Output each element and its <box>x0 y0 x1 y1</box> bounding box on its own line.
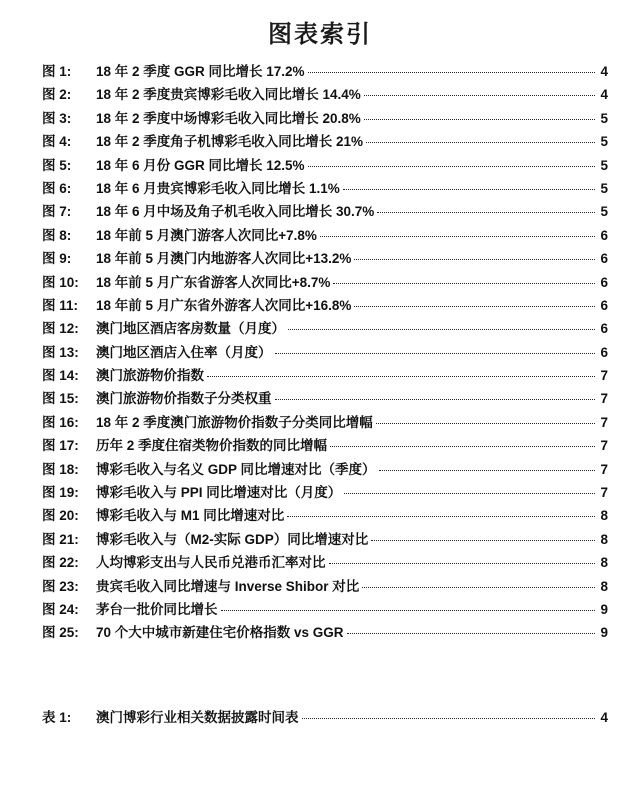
toc-entry-title[interactable]: 18 年 2 季度 GGR 同比增长 17.2% <box>96 64 305 79</box>
toc-entry[interactable] <box>42 224 608 247</box>
dot-leader <box>288 329 595 330</box>
toc-entry[interactable] <box>42 83 608 106</box>
toc-entry-page-number[interactable]: 5 <box>600 157 608 173</box>
toc-entry[interactable] <box>42 504 608 527</box>
toc-entry-page-number[interactable]: 6 <box>600 274 608 290</box>
toc-entry-title[interactable]: 博彩毛收入与 PPI 同比增速对比（月度） <box>96 485 342 501</box>
toc-entry[interactable] <box>42 60 608 83</box>
toc-entry-title[interactable]: 茅台一批价同比增长 <box>96 601 218 617</box>
dot-leader <box>366 142 595 143</box>
toc-entry-page-number[interactable]: 6 <box>600 251 608 267</box>
dot-leader <box>377 212 595 213</box>
toc-entry-page-number[interactable]: 5 <box>600 180 608 196</box>
dot-leader <box>207 376 595 377</box>
toc-entry[interactable] <box>42 528 608 551</box>
toc-entry-page-number[interactable]: 8 <box>600 555 608 571</box>
toc-entry-label: 图 22: <box>42 555 79 571</box>
toc-entry[interactable] <box>42 481 608 504</box>
figure-index <box>42 60 608 645</box>
toc-entry-label: 图 20: <box>42 508 79 524</box>
dot-leader <box>354 306 595 307</box>
toc-entry-title[interactable]: 70 个大中城市新建住宅价格指数 vs GGR <box>96 625 344 641</box>
toc-entry[interactable] <box>42 364 608 387</box>
toc-entry-label: 图 18: <box>42 461 79 477</box>
toc-entry-page-number[interactable]: 7 <box>600 461 608 477</box>
toc-entry-page-number[interactable]: 8 <box>600 508 608 524</box>
toc-entry[interactable] <box>42 271 608 294</box>
toc-entry[interactable] <box>42 177 608 200</box>
dot-leader <box>329 563 596 564</box>
toc-entry-title[interactable]: 18 年 2 季度贵宾博彩毛收入同比增长 14.4% <box>96 87 361 103</box>
dot-leader <box>379 470 595 471</box>
toc-entry[interactable] <box>42 706 608 729</box>
dot-leader <box>362 587 595 588</box>
toc-entry[interactable] <box>42 107 608 130</box>
toc-entry-page-number[interactable]: 7 <box>600 368 608 384</box>
dot-leader <box>347 633 595 634</box>
toc-entry-label: 图 11: <box>42 297 79 313</box>
toc-entry-label: 图 14: <box>42 368 79 384</box>
dot-leader <box>364 119 595 120</box>
toc-entry[interactable] <box>42 154 608 177</box>
toc-entry-page-number[interactable]: 7 <box>600 485 608 501</box>
toc-entry-title[interactable]: 澳门地区酒店入住率（月度） <box>96 344 272 360</box>
toc-entry[interactable] <box>42 294 608 317</box>
toc-entry[interactable] <box>42 387 608 410</box>
dot-leader <box>320 236 595 237</box>
dot-leader <box>302 718 596 719</box>
dot-leader <box>354 259 595 260</box>
toc-entry[interactable] <box>42 341 608 364</box>
dot-leader <box>344 493 595 494</box>
toc-entry-page-number[interactable]: 6 <box>600 344 608 360</box>
toc-entry-page-number[interactable]: 4 <box>600 710 608 725</box>
toc-entry-title[interactable]: 18 年前 5 月澳门游客人次同比+7.8% <box>96 227 317 243</box>
toc-entry-title[interactable]: 18 年前 5 月澳门内地游客人次同比+13.2% <box>96 251 352 267</box>
toc-entry-title[interactable]: 18 年 6 月中场及角子机毛收入同比增长 30.7% <box>96 204 375 220</box>
toc-entry-label: 图 13: <box>42 344 79 360</box>
toc-entry-label: 图 4: <box>42 134 72 150</box>
toc-entry-label: 图 8: <box>42 227 72 243</box>
toc-entry-page-number[interactable]: 7 <box>600 438 608 454</box>
dot-leader <box>343 189 595 190</box>
toc-entry-page-number[interactable]: 8 <box>600 578 608 594</box>
toc-entry-label: 图 23: <box>42 578 79 594</box>
toc-entry-label: 图 12: <box>42 321 79 337</box>
toc-entry-title[interactable]: 博彩毛收入与（M2-实际 GDP）同比增速对比 <box>96 531 369 547</box>
toc-entry[interactable] <box>42 130 608 153</box>
toc-entry-page-number[interactable]: 6 <box>600 227 608 243</box>
toc-entry-label: 图 10: <box>42 274 79 290</box>
toc-entry-label: 图 19: <box>42 485 79 501</box>
toc-entry-page-number[interactable]: 5 <box>600 204 608 220</box>
toc-entry[interactable] <box>42 551 608 574</box>
dot-leader <box>364 95 595 96</box>
toc-entry-title[interactable]: 贵宾毛收入同比增速与 Inverse Shibor 对比 <box>96 578 360 594</box>
toc-entry-label: 图 21: <box>42 531 79 547</box>
dot-leader <box>275 399 596 400</box>
toc-entry-label: 表 1: <box>42 710 72 725</box>
toc-entry-title[interactable]: 18 年前 5 月广东省游客人次同比+8.7% <box>96 274 331 290</box>
page-title: 图表索引 <box>268 19 372 48</box>
dot-leader <box>333 283 595 284</box>
toc-entry-label: 图 16: <box>42 414 79 430</box>
toc-entry[interactable] <box>42 598 608 621</box>
toc-entry-title[interactable]: 澳门博彩行业相关数据披露时间表 <box>96 710 299 725</box>
toc-entry-title[interactable]: 18 年 2 季度中场博彩毛收入同比增长 20.8% <box>96 110 361 126</box>
toc-entry-title[interactable]: 博彩毛收入与 M1 同比增速对比 <box>96 508 285 524</box>
toc-entry[interactable] <box>42 621 608 644</box>
toc-entry[interactable] <box>42 575 608 598</box>
toc-entry-title[interactable]: 18 年 2 季度澳门旅游物价指数子分类同比增幅 <box>96 414 373 430</box>
dot-leader <box>376 423 595 424</box>
toc-entry-label: 图 17: <box>42 438 79 454</box>
toc-entry-label: 图 15: <box>42 391 79 407</box>
toc-entry-title[interactable]: 18 年前 5 月广东省外游客人次同比+16.8% <box>96 297 352 313</box>
toc-entry-page-number[interactable]: 6 <box>600 297 608 313</box>
toc-entry-title[interactable]: 博彩毛收入与名义 GDP 同比增速对比（季度） <box>96 461 376 477</box>
toc-entry-title[interactable]: 人均博彩支出与人民币兑港币汇率对比 <box>96 555 326 571</box>
toc-entry-title[interactable]: 18 年 6 月份 GGR 同比增长 12.5% <box>96 157 305 173</box>
toc-entry-label: 图 24: <box>42 601 79 617</box>
toc-entry-title[interactable]: 历年 2 季度住宿类物价指数的同比增幅 <box>96 438 328 454</box>
toc-entry-label: 图 25: <box>42 625 79 641</box>
toc-entry-page-number[interactable]: 9 <box>600 601 608 617</box>
toc-entry[interactable] <box>42 434 608 457</box>
dot-leader <box>287 516 595 517</box>
toc-entry[interactable] <box>42 200 608 223</box>
toc-entry-label: 图 1: <box>42 64 72 79</box>
toc-entry-label: 图 6: <box>42 180 72 196</box>
toc-entry-title[interactable]: 澳门旅游物价指数子分类权重 <box>96 391 272 407</box>
toc-entry-label: 图 7: <box>42 204 72 220</box>
toc-entry[interactable] <box>42 458 608 481</box>
toc-entry-title[interactable]: 澳门旅游物价指数 <box>96 368 204 384</box>
toc-entry-page-number[interactable]: 7 <box>600 391 608 407</box>
toc-entry-label: 图 2: <box>42 87 72 103</box>
toc-entry-label: 图 3: <box>42 110 72 126</box>
dot-leader <box>308 72 595 73</box>
toc-entry[interactable] <box>42 411 608 434</box>
toc-entry-page-number[interactable]: 5 <box>600 134 608 150</box>
toc-entry-title[interactable]: 18 年 6 月贵宾博彩毛收入同比增长 1.1% <box>96 180 340 196</box>
table-index <box>42 706 608 729</box>
toc-entry-label: 图 5: <box>42 157 72 173</box>
dot-leader <box>330 446 595 447</box>
toc-entry[interactable] <box>42 247 608 270</box>
toc-entry-page-number[interactable]: 9 <box>600 625 608 641</box>
toc-entry-label: 图 9: <box>42 251 72 267</box>
toc-entry[interactable] <box>42 317 608 340</box>
dot-leader <box>371 540 595 541</box>
dot-leader <box>308 166 595 167</box>
toc-entry-page-number[interactable]: 7 <box>600 414 608 430</box>
toc-entry-page-number[interactable]: 8 <box>600 531 608 547</box>
dot-leader <box>221 610 596 611</box>
toc-entry-page-number[interactable]: 5 <box>600 110 608 126</box>
toc-entry-page-number[interactable]: 4 <box>600 64 608 79</box>
dot-leader <box>275 353 596 354</box>
toc-entry-title[interactable]: 澳门地区酒店客房数量（月度） <box>96 321 285 337</box>
toc-entry-page-number[interactable]: 4 <box>600 87 608 103</box>
toc-entry-title[interactable]: 18 年 2 季度角子机博彩毛收入同比增长 21% <box>96 134 364 150</box>
toc-entry-page-number[interactable]: 6 <box>600 321 608 337</box>
